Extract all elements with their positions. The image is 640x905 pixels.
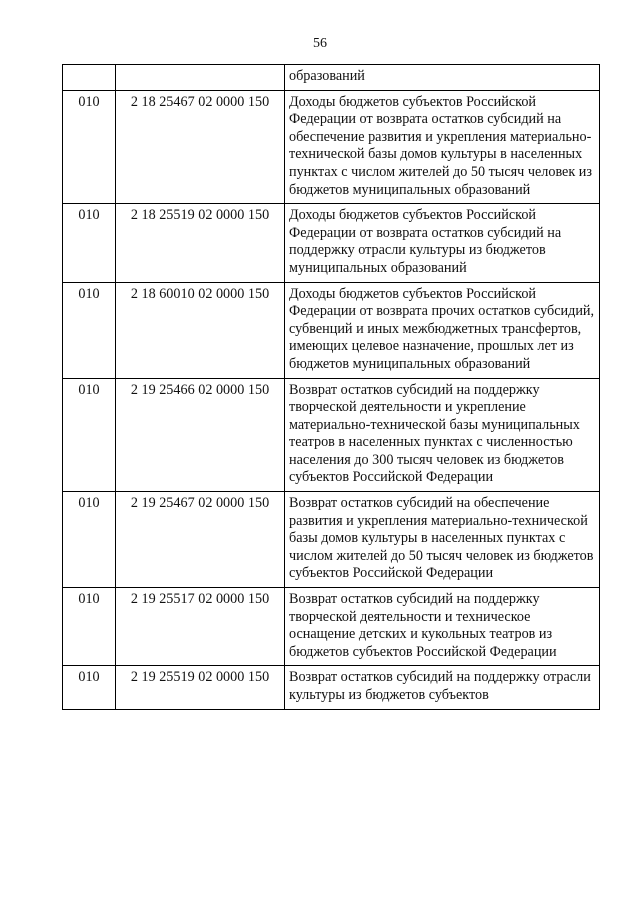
admin-code-cell: 010 bbox=[63, 282, 116, 378]
admin-code-cell: 010 bbox=[63, 378, 116, 492]
table-row bbox=[63, 90, 600, 204]
table-row bbox=[63, 282, 600, 378]
budget-code-cell: 2 18 60010 02 0000 150 bbox=[116, 282, 285, 378]
income-name-cell: Возврат остатков субсидий на поддержку творческой деятельности и техническое оснащение детских и кукольных театров из бюджетов субъектов Российской Федерации bbox=[285, 588, 600, 666]
budget-code-cell: 2 18 25467 02 0000 150 bbox=[116, 90, 285, 204]
budget-code-cell bbox=[116, 65, 285, 91]
table-row bbox=[63, 492, 600, 588]
admin-code-cell: 010 bbox=[63, 588, 116, 666]
admin-code-cell: 010 bbox=[63, 204, 116, 282]
table-row bbox=[63, 666, 600, 709]
budget-code-cell: 2 19 25466 02 0000 150 bbox=[116, 378, 285, 492]
table-row bbox=[63, 588, 600, 666]
budget-code-cell: 2 19 25467 02 0000 150 bbox=[116, 492, 285, 588]
budget-codes-table bbox=[62, 64, 600, 710]
budget-code-cell: 2 19 25519 02 0000 150 bbox=[116, 666, 285, 709]
income-name-cell: Доходы бюджетов субъектов Российской Федерации от возврата остатков субсидий на поддержку отрасли культуры из бюджетов муниципальных образований bbox=[285, 204, 600, 282]
table-row bbox=[63, 65, 600, 91]
admin-code-cell bbox=[63, 65, 116, 91]
income-name-cell: Возврат остатков субсидий на поддержку отрасли культуры из бюджетов субъектов bbox=[285, 666, 600, 709]
income-name-cell: Доходы бюджетов субъектов Российской Федерации от возврата прочих остатков субсидий, субвенций и иных межбюджетных трансфертов, имеющих целевое назначение, прошлых лет из бюджетов муниципальных образований bbox=[285, 282, 600, 378]
income-name-cell: Доходы бюджетов субъектов Российской Федерации от возврата остатков субсидий на обеспечение развития и укрепления материально-технической базы домов культуры в населенных пунктах с числом жителей до 50 тысяч человек из бюджетов муниципальных образований bbox=[285, 90, 600, 204]
page-number: 56 bbox=[313, 36, 327, 51]
budget-code-cell: 2 18 25519 02 0000 150 bbox=[116, 204, 285, 282]
admin-code-cell: 010 bbox=[63, 492, 116, 588]
budget-code-cell: 2 19 25517 02 0000 150 bbox=[116, 588, 285, 666]
table-row bbox=[63, 378, 600, 492]
admin-code-cell: 010 bbox=[63, 666, 116, 709]
income-name-cell: Возврат остатков субсидий на обеспечение развития и укрепления материально-технической базы домов культуры в населенных пунктах с числом жителей до 50 тысяч человек из бюджетов субъектов Российской Федерации bbox=[285, 492, 600, 588]
admin-code-cell: 010 bbox=[63, 90, 116, 204]
table-row bbox=[63, 204, 600, 282]
income-name-cell: Возврат остатков субсидий на поддержку творческой деятельности и укрепление материально-технической базы муниципальных театров в населенных пунктах с численностью населения до 300 тысяч человек из бюджетов субъектов Российской Федерации bbox=[285, 378, 600, 492]
income-name-cell: образований bbox=[285, 65, 600, 91]
